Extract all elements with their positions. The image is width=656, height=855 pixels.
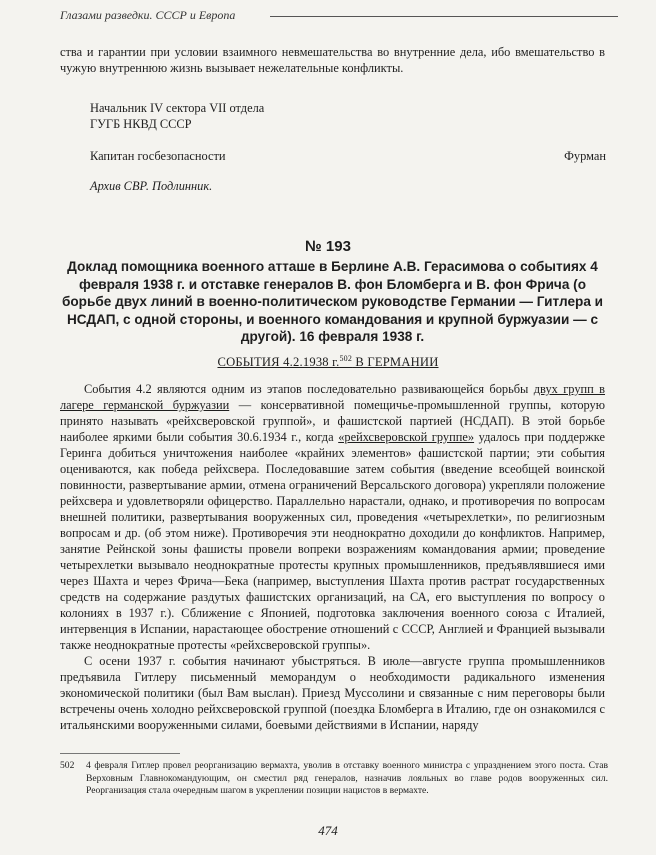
running-head: Глазами разведки. СССР и Европа [60,8,236,22]
footnote-rule [60,753,180,754]
body-paragraph-1 [60,381,605,653]
p1-underlined-two-groups: двух групп в лагере германской буржуазии [60,382,605,412]
previous-document-text [60,44,605,76]
archive-note: Архив СВР. Подлинник. [90,179,213,193]
page-number: 474 [318,823,338,838]
p1-text-b: — консервативной помещичье-промышленной группы, которую принято называть «рейхсверовской группой», и фашистской партией (НСДАП). В этой борьбе наиболее яркими были события 30.6.1934 г., когда [60,398,605,444]
body-paragraph-2: С осени 1937 г. события начинают убыстряться. В июле—августе группа промышленников предъявила Гитлеру письменный меморандум о необходимости радикального изменения экономической политики (был Вам выслан). Приезд Муссолини и связанные с ним переговоры были встречены очень холодно рейхсверовской группой (поездка Бломберга в Италию, где он ознакомился с итальянскими вооруженными силами, боевыми действиями в Испании, наряду [60,654,605,732]
footnote-text: 4 февраля Гитлер провел реорганизацию вермахта, уволив в отставку военного министра с упразднением этого поста. Став Верховным Главнокомандующим, он сместил ряд генералов, назначив лояльных во главе родов вооруженных сил. Реорганизация стала очередным шагом в укреплении позиции нацистов в вермахте. [86,760,608,796]
p1-underlined-reichswehr-group: «рейхсверовской группе» [338,430,475,444]
previous-paragraph: ства и гарантии при условии взаимного невмешательства во внутренние дела, ибо вмешательство в чужую внутреннюю жизнь вызывает нежелательные конфликты. [60,45,605,75]
header-rule [270,16,618,17]
section-heading-tail: В ГЕРМАНИИ [352,355,439,369]
footnote-reference[interactable]: 502 [339,353,353,363]
signature-rank: Капитан госбезопасности [90,149,226,163]
footnote [60,760,608,798]
p1-text-a: События 4.2 являются одним из этапов последовательно развивающейся борьбы [84,382,534,396]
signature-position-line1: Начальник IV сектора VII отдела [90,101,265,115]
signature-position-line2: ГУГБ НКВД СССР [90,117,192,131]
footnote-number: 502 [60,760,75,771]
section-heading-text: СОБЫТИЯ 4.2.1938 г. [217,355,340,369]
document-title: Доклад помощника военного атташе в Берлине А.В. Герасимова о событиях 4 февраля 1938 г. и отставке генералов В. фон Бломберга и В. фон Фрича (о борьбе двух линий в военно-политическом руководстве Германии — Гитлера и НСДАП, с одной стороны, и военного командования и крупной буржуазии — с другой). 16 февраля 1938 г. [61,259,604,344]
p1-text-c: удалось при поддержке Геринга добиться уничтожения наиболее «крайних элементов» фашистской партии; эти события оцениваются, как победа рейхсвера. Последовавшие затем события (введение всеобщей воинской повинности, развертывание армии, отмена ограничений Версальского договора) укрепляли положение рейхсвера и удовлетворяли офицерство. Параллельно нарастали, однако, и противоречия по вопросам внешней политики, развертывания вооруженных сил, проведения «четырехлетки», по религиозным вопросам и др. (об этом ниже). Противоречия эти неоднократно доходили до конфликтов. Например, занятие Рейнской зоны фашисты провели вопреки возражениям командования армии; проведение четырехлетки вызывало неоднократные протесты крупных промышленников, предъявлявшиеся ими через Шахта и через Фрича—Бека (например, выступления Шахта против растрат государственных средств на содержание раздутых фашистских организаций, на СА, его выступления по вопросу о колониях в 1937 г.). Сближение с Японией, подготовка заключения военного союза с Италией, интервенция в Испании, нарастающее обострение отношений с СССР, Англией и Францией вызывали также неоднократные протесты «рейхсверовской группы». [60,430,605,652]
document-body [60,381,605,733]
signature-name: Фурман [564,149,606,163]
section-heading [0,355,656,370]
document-number: № 193 [305,238,351,255]
